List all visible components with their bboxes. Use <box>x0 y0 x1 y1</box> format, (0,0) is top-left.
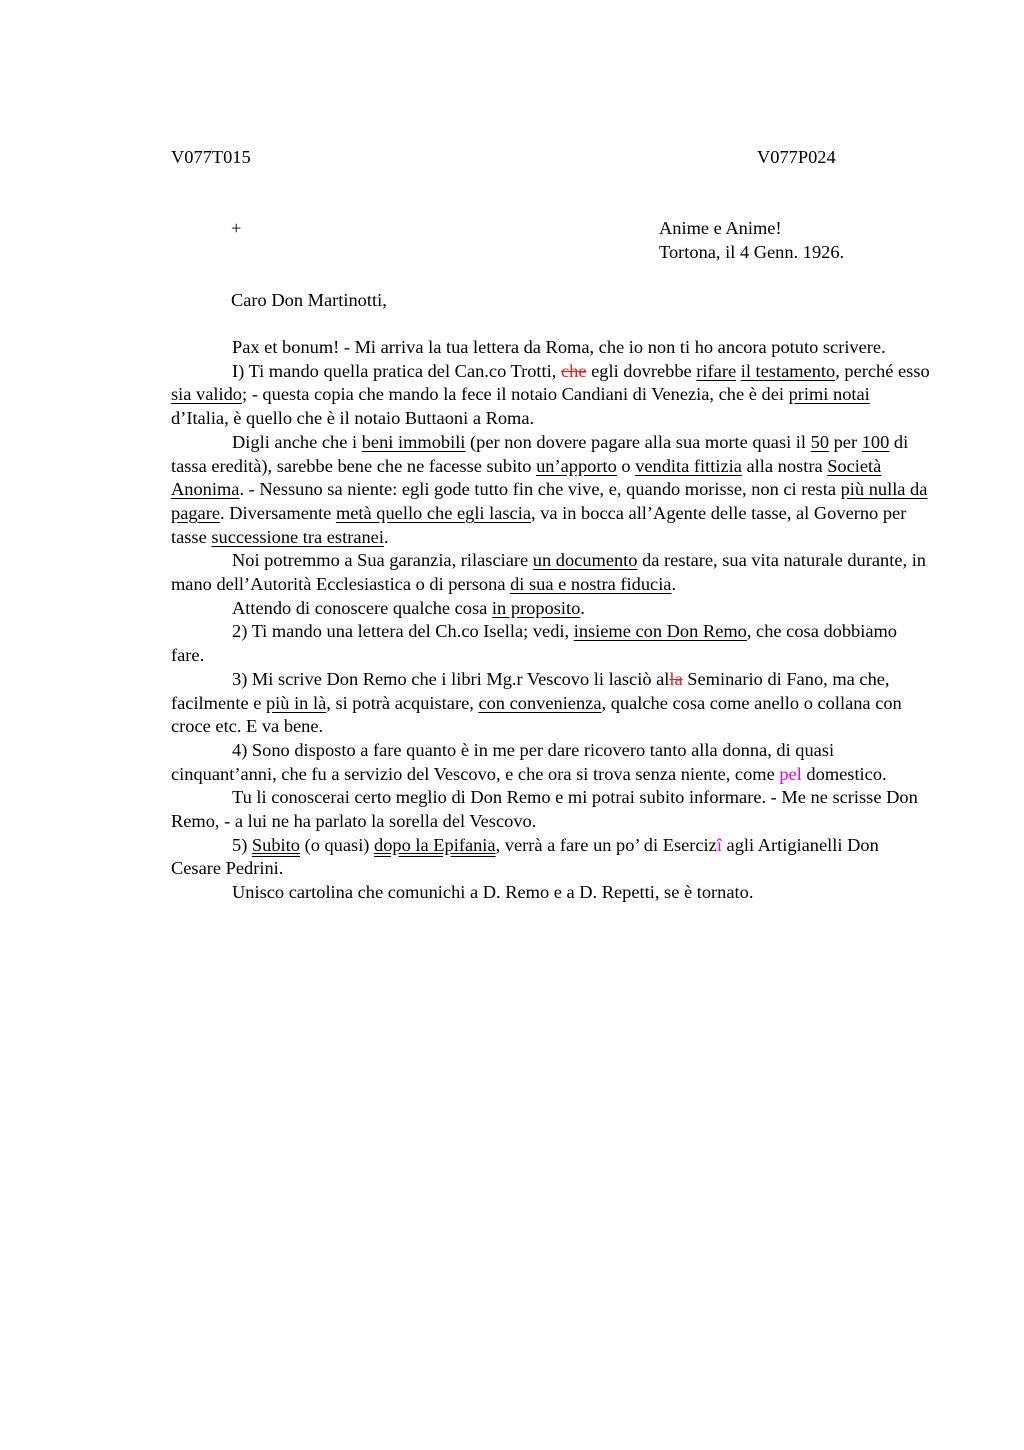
underlined-text: insieme con Don Remo <box>573 621 747 642</box>
underlined-text: vendita fittizia <box>635 455 742 476</box>
paragraph-guarantee: Noi potremmo a Sua garanzia, rilasciare un documento da restare, sua vita naturale durante, in mano dell’Autorità Ecclesiastica o di persona di sua e nostra fiducia. <box>171 550 927 595</box>
struck-word: che <box>560 360 587 381</box>
underlined-text: 100 <box>861 431 890 452</box>
underlined-text: metà quello che egli lascia <box>335 502 531 523</box>
underlined-text: il testamento <box>740 360 836 381</box>
underlined-text: 50 <box>810 431 830 452</box>
underlined-text: sia valido <box>171 384 242 405</box>
paragraph-inform: Tu li conoscerai certo meglio di Don Remo e mi potrai subito informare. - Me ne scrisse Don Remo, - a lui ne ha parlato la sorella del Vescovo. <box>171 787 918 832</box>
double-underlined-text: Subito <box>251 834 300 855</box>
paragraph-intro: Pax et bonum! - Mi arriva la tua lettera da Roma, che io non ti ho ancora potuto scrivere. <box>232 337 886 357</box>
underlined-text: Società Anonima <box>171 455 882 500</box>
underlined-text: più nulla da pagare <box>171 479 928 523</box>
paragraph-point-1: I) Ti mando quella pratica del Can.co Trotti, che egli dovrebbe rifare il testamento, perché esso sia valido; - questa copia che mando la fece il notaio Candiani di Venezia, che è dei primi notai d’Italia, è quello che è il notaio Buttaoni a Roma. <box>171 360 930 429</box>
paragraph-point-5: 5) Subito (o quasi) dopo la Epifania, verrà a fare un po’ di Esercizî agli Artigianelli Don Cesare Pedrini. <box>171 834 879 879</box>
paragraph-point-3: 3) Mi scrive Don Remo che i libri Mg.r Vescovo li lasciò alla Seminario di Fano, ma che, facilmente e più in là, si potrà acquistare, con convenienza, qualche cosa come anello o collana con croce etc. E va bene. <box>171 668 902 737</box>
underlined-text: un documento <box>532 550 638 571</box>
underlined-text: rifare <box>696 360 737 381</box>
struck-word: la <box>669 668 683 689</box>
paragraph-closing: Unisco cartolina che comunichi a D. Remo e a D. Repetti, se è tornato. <box>232 882 754 903</box>
underlined-text: un’apporto <box>536 455 617 476</box>
underlined-text: di sua e nostra fiducia <box>510 574 672 595</box>
underlined-text: successione tra estranei <box>211 526 384 547</box>
cross-mark: + <box>231 218 242 238</box>
paragraph-await: Attendo di conoscere qualche cosa in proposito. <box>232 597 585 618</box>
letter-body <box>171 336 931 905</box>
underlined-text: beni immobili <box>361 431 466 452</box>
paragraph-point-4: 4) Sono disposto a fare quanto è in me per dare ricovero tanto alla donna, di quasi cinquant’anni, che fu a servizio del Vescovo, e che ora si trova senza niente, come pel domestico. <box>171 739 887 784</box>
paragraph-point-2: 2) Ti mando una lettera del Ch.co Isella; vedi, insieme con Don Remo, che cosa dobbiamo fare. <box>171 621 898 666</box>
highlighted-letter: î <box>716 834 722 855</box>
underlined-text: primi notai <box>788 384 870 405</box>
underlined-text: più in là <box>265 692 327 713</box>
document-code-right: V077P024 <box>757 147 836 167</box>
letter-motto: Anime e Anime! <box>659 218 782 238</box>
double-underlined-text: dopo la Epifania <box>374 834 496 855</box>
paragraph-real-estate: Digli anche che i beni immobili (per non dovere pagare alla sua morte quasi il 50 per 100 di tassa eredità), sarebbe bene che ne facesse subito un’apporto o vendita fittizia alla nostra Società Anonima. - Nessuno sa niente: egli gode tutto fin che vive, e, quando morisse, non ci resta più nulla da pagare. Diversamente metà quello che egli lascia, va in bocca all’Agente delle tasse, al Governo per tasse successione tra estranei. <box>171 431 928 547</box>
salutation: Caro Don Martinotti, <box>231 290 387 310</box>
underlined-text: in proposito <box>491 597 581 618</box>
underlined-text: con convenienza <box>478 692 602 713</box>
letter-date: Tortona, il 4 Genn. 1926. <box>659 242 845 262</box>
highlighted-word: pel <box>779 763 802 784</box>
document-code-left: V077T015 <box>171 147 251 167</box>
